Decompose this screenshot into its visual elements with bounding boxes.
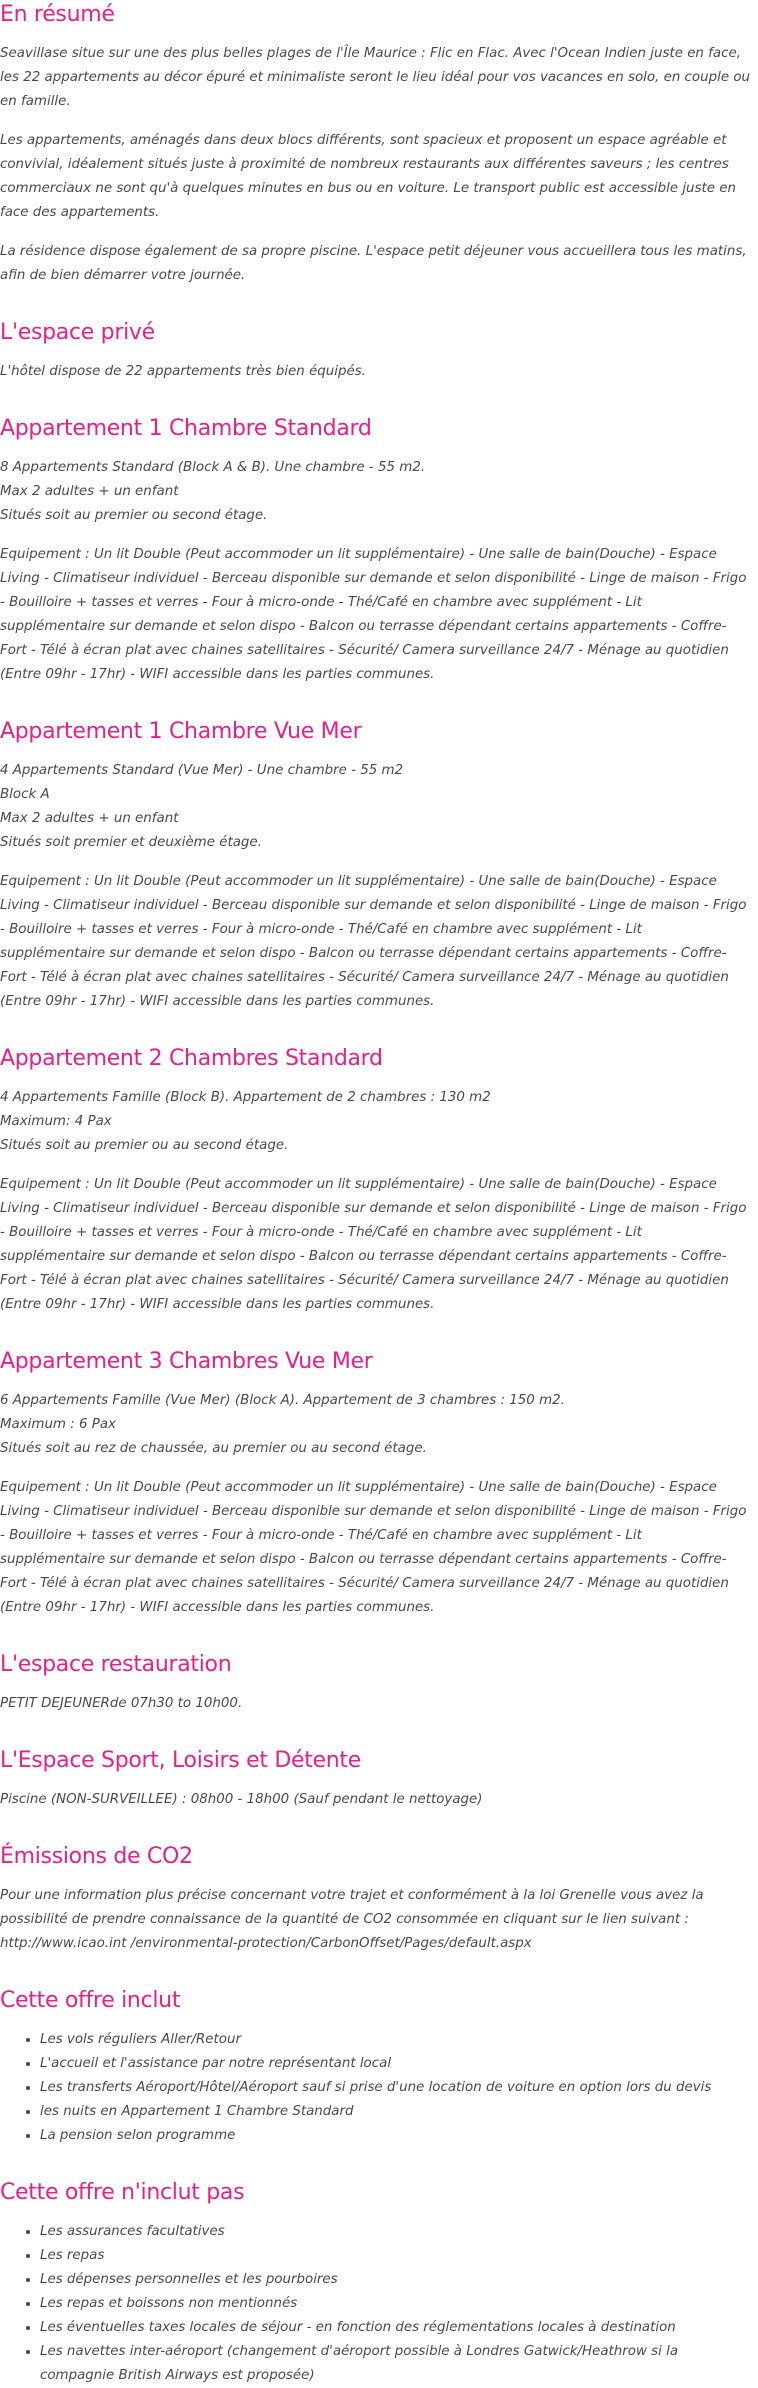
inclut-section — [0, 1986, 750, 2148]
inclut-title: Cette offre inclut — [0, 1988, 181, 2013]
room-details — [0, 759, 750, 855]
espace-prive-title: L'espace privé — [0, 320, 155, 345]
list-item: • La pension selon programme — [40, 2124, 750, 2148]
room-detail-line: 6 Appartements Famille (Vue Mer) (Block A). Appartement de 3 chambres : 150 m2. — [0, 1393, 565, 1408]
resume-title: En résumé — [0, 2, 115, 27]
list-item: • L'accueil et l'assistance par notre représentant local — [40, 2052, 750, 2076]
room-details — [0, 1389, 750, 1461]
resume-paragraph-1: Seavillase situe sur une des plus belles plages de l'Île Maurice : Flic en Flac. Avec l'Ocean Indien juste en face, les 22 appartements au décor épuré et minimaliste seront le lieu idéal pour vos vacances en solo, en couple ou en famille. — [0, 46, 750, 109]
room-section-4 — [0, 1347, 750, 1620]
espace-prive-section — [0, 318, 750, 384]
resume-paragraph-3: La résidence dispose également de sa propre piscine. L'espace petit déjeuner vous accueillera tous les matins, afin de bien démarrer votre journée. — [0, 244, 747, 283]
room-details — [0, 1086, 750, 1158]
room-title: Appartement 3 Chambres Vue Mer — [0, 1349, 373, 1374]
room-title: Appartement 2 Chambres Standard — [0, 1046, 383, 1071]
room-detail-line: Max 2 adultes + un enfant — [0, 811, 179, 826]
list-item: • Les éventuelles taxes locales de séjour - en fonction des réglementations locales à destination — [40, 2316, 750, 2340]
espace-prive-text: L'hôtel dispose de 22 appartements très bien équipés. — [0, 364, 366, 379]
list-item: • Les repas et boissons non mentionnés — [40, 2292, 750, 2316]
exclut-section — [0, 2178, 750, 2388]
room-detail-line: Situés soit au rez de chaussée, au premier ou au second étage. — [0, 1441, 427, 1456]
sport-text: Piscine (NON-SURVEILLEE) : 08h00 - 18h00 (Sauf pendant le nettoyage) — [0, 1792, 483, 1807]
sport-title: L'Espace Sport, Loisirs et Détente — [0, 1748, 361, 1773]
room-section-1 — [0, 414, 750, 687]
room-detail-line: Max 2 adultes + un enfant — [0, 484, 179, 499]
list-item: • Les repas — [40, 2244, 750, 2268]
list-item: • Les navettes inter-aéroport (changement d'aéroport possible à Londres Gatwick/Heathrow si la compagnie British Airways est proposée) — [40, 2340, 750, 2388]
room-detail-line: Situés soit au premier ou second étage. — [0, 508, 268, 523]
resume-section — [0, 0, 750, 288]
exclut-title: Cette offre n'inclut pas — [0, 2180, 245, 2205]
list-item: • Les vols réguliers Aller/Retour — [40, 2028, 750, 2052]
restauration-text: PETIT DEJEUNERde 07h30 to 10h00. — [0, 1696, 243, 1711]
room-detail-line: 4 Appartements Famille (Block B). Appartement de 2 chambres : 130 m2 — [0, 1090, 491, 1105]
co2-text: Pour une information plus précise concernant votre trajet et conformément à la loi Grenelle vous avez la possibilité de prendre connaissance de la quantité de CO2 consommée en cliquant sur le lien suivant : http://www.icao.int /environmental-protection/CarbonOffset/Pages/default.aspx — [0, 1888, 704, 1951]
room-section-3 — [0, 1044, 750, 1317]
room-detail-line: Situés soit premier et deuxième étage. — [0, 835, 262, 850]
room-title: Appartement 1 Chambre Standard — [0, 416, 372, 441]
room-equipment: Equipement : Un lit Double (Peut accommoder un lit supplémentaire) - Une salle de bain(Douche) - Espace Living - Climatiseur individuel - Berceau disponible sur demande et selon disponibilité - Linge de maison - Frigo - Bouilloire + tasses et verres - Four à micro-onde - Thé/Café en chambre avec supplément - Lit supplémentaire sur demande et selon dispo - Balcon ou terrasse dépendant certains appartements - Coffre-Fort - Télé à écran plat avec chaines satellitaires - Sécurité/ Camera surveillance 24/7 - Ménage au quotidien (Entre 09hr - 17hr) - WIFI accessible dans les parties communes. — [0, 874, 747, 1009]
list-item: • Les transferts Aéroport/Hôtel/Aéroport sauf si prise d'une location de voiture en option lors du devis — [40, 2076, 750, 2100]
list-item: • les nuits en Appartement 1 Chambre Standard — [40, 2100, 750, 2124]
co2-title: Émissions de CO2 — [0, 1844, 193, 1869]
resume-paragraph-2: Les appartements, aménagés dans deux blocs différents, sont spacieux et proposent un espace agréable et convivial, idéalement situés juste à proximité de nombreux restaurants aux différentes saveurs ; les centres commerciaux ne sont qu'à quelques minutes en bus ou en voiture. Le transport public est accessible juste en face des appartements. — [0, 133, 736, 220]
restauration-title: L'espace restauration — [0, 1652, 232, 1677]
room-title: Appartement 1 Chambre Vue Mer — [0, 719, 362, 744]
restauration-section — [0, 1650, 750, 1716]
room-equipment: Equipement : Un lit Double (Peut accommoder un lit supplémentaire) - Une salle de bain(Douche) - Espace Living - Climatiseur individuel - Berceau disponible sur demande et selon disponibilité - Linge de maison - Frigo - Bouilloire + tasses et verres - Four à micro-onde - Thé/Café en chambre avec supplément - Lit supplémentaire sur demande et selon dispo - Balcon ou terrasse dépendant certains appartements - Coffre-Fort - Télé à écran plat avec chaines satellitaires - Sécurité/ Camera surveillance 24/7 - Ménage au quotidien (Entre 09hr - 17hr) - WIFI accessible dans les parties communes. — [0, 547, 747, 682]
room-section-2 — [0, 717, 750, 1014]
room-details — [0, 456, 750, 528]
sport-section — [0, 1746, 750, 1812]
list-item: • Les assurances facultatives — [40, 2220, 750, 2244]
room-equipment: Equipement : Un lit Double (Peut accommoder un lit supplémentaire) - Une salle de bain(Douche) - Espace Living - Climatiseur individuel - Berceau disponible sur demande et selon disponibilité - Linge de maison - Frigo - Bouilloire + tasses et verres - Four à micro-onde - Thé/Café en chambre avec supplément - Lit supplémentaire sur demande et selon dispo - Balcon ou terrasse dépendant certains appartements - Coffre-Fort - Télé à écran plat avec chaines satellitaires - Sécurité/ Camera surveillance 24/7 - Ménage au quotidien (Entre 09hr - 17hr) - WIFI accessible dans les parties communes. — [0, 1480, 747, 1615]
inclut-list — [0, 2028, 750, 2148]
room-detail-line: 8 Appartements Standard (Block A & B). Une chambre - 55 m2. — [0, 460, 426, 475]
room-detail-line: Situés soit au premier ou au second étage. — [0, 1138, 289, 1153]
co2-section — [0, 1842, 750, 1956]
room-equipment: Equipement : Un lit Double (Peut accommoder un lit supplémentaire) - Une salle de bain(Douche) - Espace Living - Climatiseur individuel - Berceau disponible sur demande et selon disponibilité - Linge de maison - Frigo - Bouilloire + tasses et verres - Four à micro-onde - Thé/Café en chambre avec supplément - Lit supplémentaire sur demande et selon dispo - Balcon ou terrasse dépendant certains appartements - Coffre-Fort - Télé à écran plat avec chaines satellitaires - Sécurité/ Camera surveillance 24/7 - Ménage au quotidien (Entre 09hr - 17hr) - WIFI accessible dans les parties communes. — [0, 1177, 747, 1312]
room-detail-line: Block A — [0, 787, 50, 802]
room-detail-line: Maximum : 6 Pax — [0, 1417, 116, 1432]
room-detail-line: 4 Appartements Standard (Vue Mer) - Une chambre - 55 m2 — [0, 763, 404, 778]
list-item: • Les dépenses personnelles et les pourboires — [40, 2268, 750, 2292]
exclut-list — [0, 2220, 750, 2388]
room-detail-line: Maximum: 4 Pax — [0, 1114, 112, 1129]
